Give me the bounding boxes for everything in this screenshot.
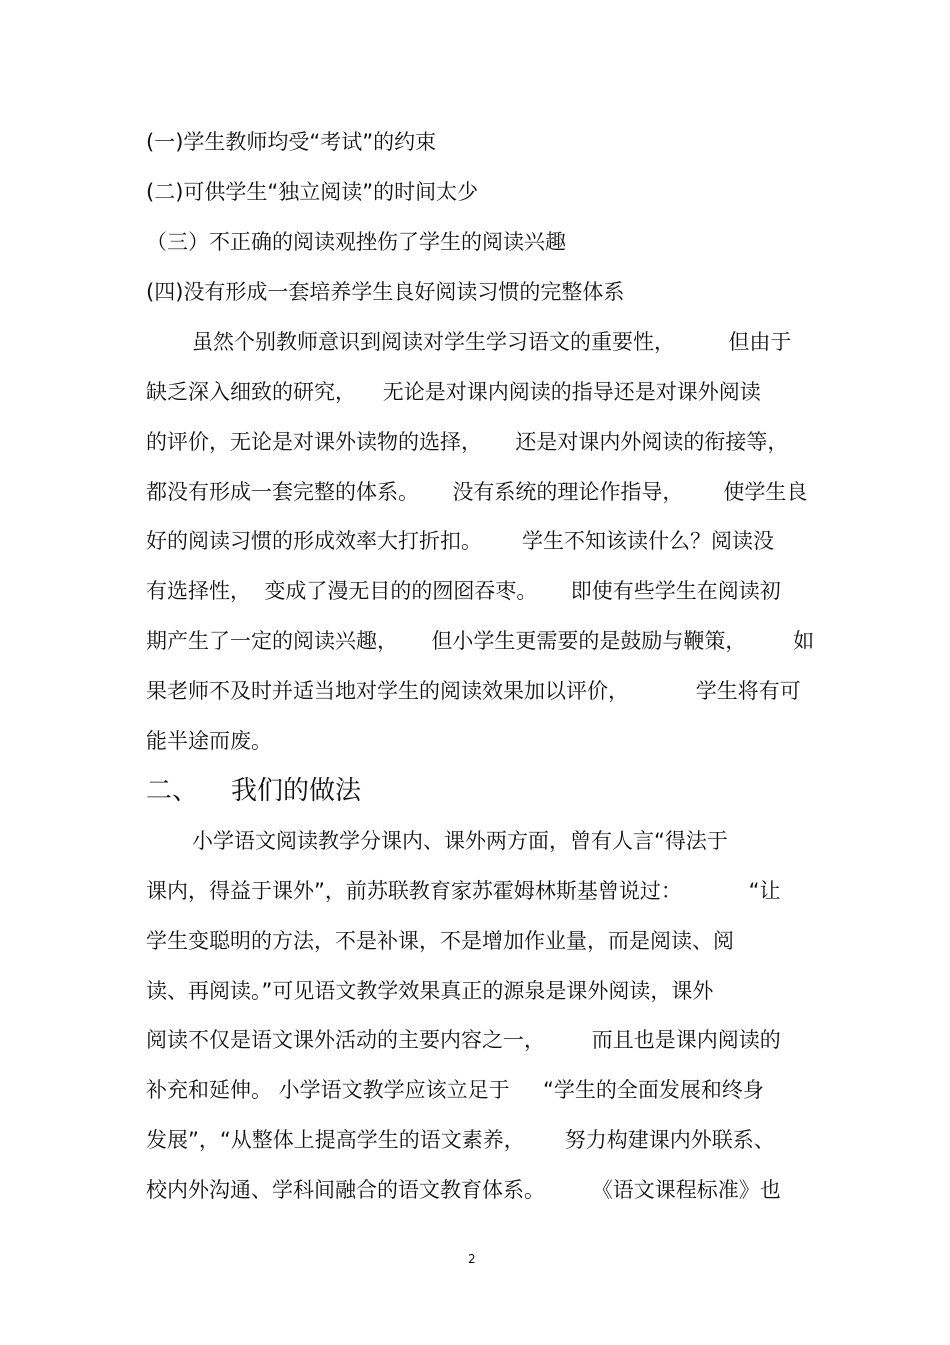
paragraph-line: 课内，得益于课外”，前苏联教育家苏霍姆林斯基曾说过： “让 [146,879,781,903]
section-item-2: (二)可供学生“独立阅读”的时间太少 [146,180,479,204]
paragraph-line: 都没有形成一套完整的体系。 没有系统的理论作指导， 使学生良 [146,480,808,504]
paragraph-line: 补充和延伸。 小学语文教学应该立足于 “学生的全面发展和终身 [146,1078,764,1102]
paragraph-line: 虽然个别教师意识到阅读对学生学习语文的重要性， 但由于 [192,330,792,354]
section-item-1: (一)学生教师均受“考试”的约束 [146,130,437,154]
section-item-3: （三）不正确的阅读观挫伤了学生的阅读兴趣 [146,230,566,254]
paragraph-line: 果老师不及时并适当地对学生的阅读效果加以评价， 学生将有可 [146,679,801,703]
paragraph-line: 缺乏深入细致的研究， 无论是对课内阅读的指导还是对课外阅读 [146,380,761,404]
paragraph-line: 有选择性， 变成了漫无目的的囫囵吞枣。 即使有些学生在阅读初 [146,579,781,603]
paragraph-line: 学生变聪明的方法，不是补课，不是增加作业量，而是阅读、阅 [146,929,734,953]
page-number: 2 [468,1252,476,1266]
paragraph-line: 阅读不仅是语文课外活动的主要内容之一， 而且也是课内阅读的 [146,1028,781,1052]
section-item-4: (四)没有形成一套培养学生良好阅读习惯的完整体系 [146,280,625,304]
paragraph-line: 发展”，“从整体上提高学生的语文素养， 努力构建课内外联系、 [146,1128,775,1152]
paragraph-line: 能半途而废。 [146,729,272,753]
paragraph-line: 的评价，无论是对课外读物的选择， 还是对课内外阅读的衔接等， [146,430,789,454]
paragraph-line: 读、再阅读。”可见语文教学效果真正的源泉是课外阅读，课外 [146,979,714,1003]
paragraph-line: 小学语文阅读教学分课内、课外两方面，曾有人言“得法于 [192,829,728,853]
paragraph-line: 校内外沟通、学科间融合的语文教育体系。 《语文课程标准》也 [146,1178,781,1202]
paragraph-line: 期产生了一定的阅读兴趣， 但小学生更需要的是鼓励与鞭策， 如 [146,629,815,653]
section-heading: 二、 我们的做法 [146,776,362,806]
paragraph-line: 好的阅读习惯的形成效率大打折扣。 学生不知该读什么？阅读没 [146,529,775,553]
